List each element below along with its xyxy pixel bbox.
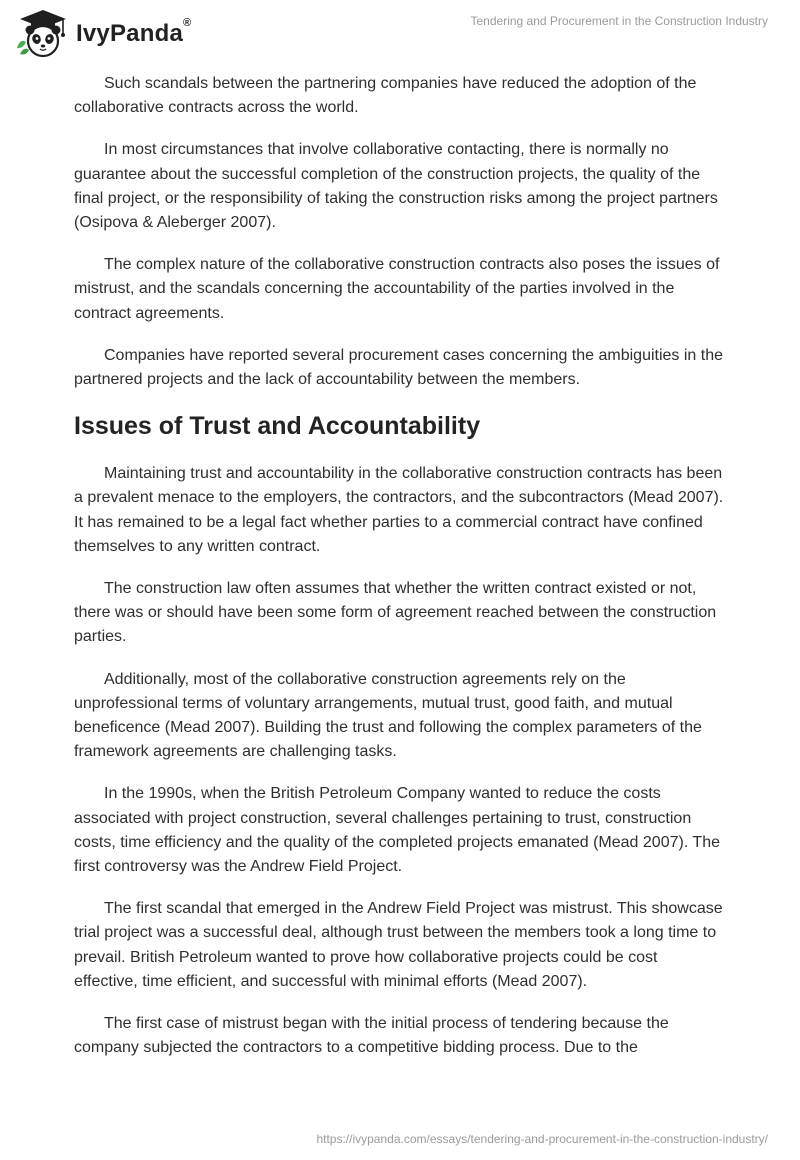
page-header [0,0,800,70]
document-title: Tendering and Procurement in the Construction Industry [470,14,768,28]
paragraph: Additionally, most of the collaborative construction agreements rely on the unprofessional terms of voluntary arrangements, mutual trust, good faith, and mutual beneficence (Mead 2007). Building the trust and following the complex parameters of the framework agreements are challenging tasks. [74,670,702,761]
paragraph: The complex nature of the collaborative construction contracts also poses the issues of mistrust, and the scandals concerning the accountability of the parties involved in the contract agreements. [74,256,720,322]
logo-wordmark [76,17,192,48]
paragraph: The first case of mistrust began with the initial process of tendering because the company subjected the contractors to a competitive bidding process. Due to the [74,1015,669,1057]
paragraph: Companies have reported several procurement cases concerning the ambiguities in the partnered projects and the lack of accountability between the members. [74,346,724,389]
panda-graduate-icon [14,8,72,58]
paragraph: Maintaining trust and accountability in the collaborative construction contracts has been a prevalent menace to the employers, the contractors, and the subcontractors (Mead 2007). It has remained to be a legal fact whether parties to a commercial contract have confined themselves to any written contract. [74,465,724,555]
source-url-link[interactable]: https://ivypanda.com/essays/tendering-and-procurement-in-the-construction-industry/ [316,1132,768,1146]
section-heading: Issues of Trust and Accountability [74,412,481,441]
logo-text: IvyPanda [76,20,183,47]
ivypanda-logo[interactable] [14,8,191,58]
paragraph: The first scandal that emerged in the Andrew Field Project was mistrust. This showcase trial project was a successful deal, although trust between the members took a long time to prevail. British Petroleum wanted to prove how collaborative projects could be cost effective, time efficient, and successful with minimal efforts (Mead 2007). [74,900,723,990]
paragraph: The construction law often assumes that whether the written contract existed or not, there was or should have been some form of agreement reached between the construction parties. [74,580,717,646]
essay-body [74,72,724,1079]
paragraph: In most circumstances that involve collaborative contacting, there is normally no guarantee about the successful completion of the construction projects, the quality of the final project, or the responsibility of taking the construction risks among the project partners (Osipova & Aleberger 2007). [74,141,718,232]
registered-mark: ® [183,17,192,29]
paragraph: Such scandals between the partnering companies have reduced the adoption of the collaborative contracts across the world. [74,75,697,117]
paragraph: In the 1990s, when the British Petroleum Company wanted to reduce the costs associated with project construction, several challenges pertaining to trust, construction costs, time efficiency and the quality of the completed projects emanated (Mead 2007). The first controversy was the Andrew Field Project. [74,785,720,876]
